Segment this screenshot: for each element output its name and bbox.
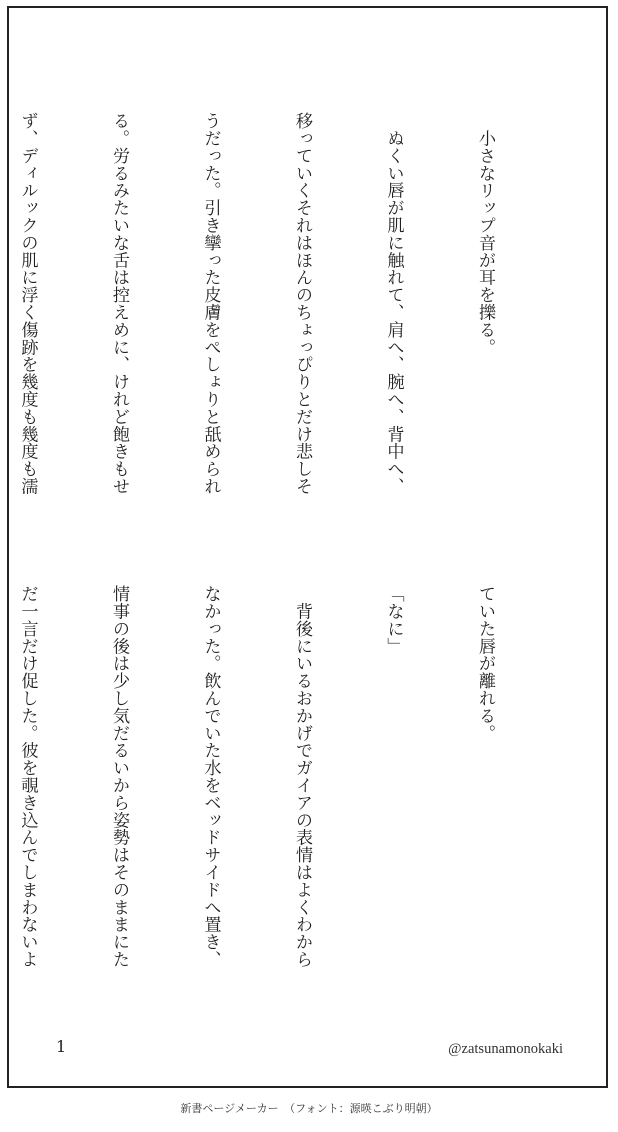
text-column: 情事の後は少し気だるいから姿勢はそのままにた <box>109 585 129 968</box>
footer-caption: 新書ページメーカー （フォント：源暎こぶり明朝） <box>180 1102 438 1115</box>
text-column: ぬくい唇が肌に触れて、肩へ、腕へ、背中へ、 <box>383 112 404 495</box>
text-column: うだった。引き攣った皮膚をぺしょりと舐められ <box>200 112 221 495</box>
text-column: なかった。飲んでいた水をベッドサイドへ置き、 <box>200 585 221 968</box>
text-column: 背後にいるおかげでガイアの表情はよくわから <box>292 585 312 968</box>
text-column: ず、ディルックの肌に浮く傷跡を幾度も幾度も濡 <box>17 112 38 495</box>
bottom-text-block <box>17 585 561 995</box>
text-column: 移っていくそれはほんのちょっぴりとだけ悲しそ <box>292 112 312 495</box>
text-column: 小さなリップ音が耳を擽る。 <box>475 112 495 356</box>
novel-page <box>7 6 608 1088</box>
top-text-block <box>17 112 561 522</box>
text-column: ていた唇が離れる。 <box>475 585 495 742</box>
page-number: 1 <box>56 1037 67 1056</box>
text-column: る。労るみたいな舌は控えめに、けれど飽きもせ <box>109 112 129 495</box>
text-column: だ一言だけ促した。彼を覗き込んでしまわないよ <box>17 585 38 968</box>
author-handle: @zatsunamonokaki <box>448 1041 563 1057</box>
text-column: 「なに」 <box>383 585 404 655</box>
